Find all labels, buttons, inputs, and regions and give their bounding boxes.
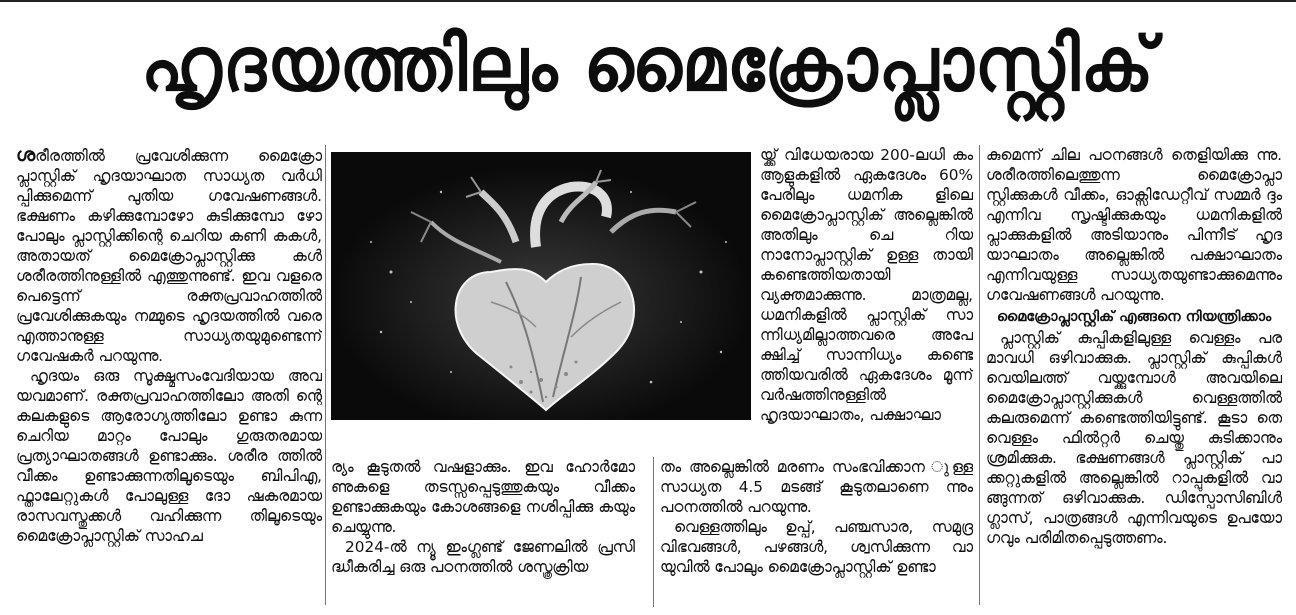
- article-column-2: [331, 457, 635, 607]
- paragraph: കുമെന്ന് ചില പഠനങ്ങൾ തെളിയിക്കു ന്നു. ശരീരത്തിലെത്തുന്ന മൈക്രോപ്ലാ സ്റ്റിക്കുകൾ വീക്കം, ഓക്സിഡേറ്റീവ് സമ്മർ ദ്ദം എന്നിവ സൃഷ്ടിക്കുകയും ധമനികളിൽ പ്ലാക്കുകളിൽ അടിയാനും പിന്നീട് ഹൃദ യാഘാതം അല്ലെങ്കിൽ പക്ഷാഘാതം എന്നിവയുള്ള സാധ്യതയുണ്ടാക്കുമെന്നും ഗവേഷണങ്ങൾ പറയുന്നു.: [986, 146, 1282, 304]
- paragraph: വെള്ളത്തിലും ഉപ്പ്, പഞ്ചസാര, സമുദ്ര വിഭവങ്ങൾ, പഴങ്ങൾ, ശ്വസിക്കുന്ന വാ യുവിൽ പോലും മൈക്രോപ്ലാസ്റ്റിക് ഉണ്ടാ: [660, 518, 973, 576]
- heart-illustration-icon: [331, 152, 751, 420]
- subheading: മൈക്രോപ്ലാസ്റ്റിക് എങ്ങനെ നിയന്ത്രിക്കാം: [996, 309, 1272, 325]
- paragraph: ര്യം കൂടുതൽ വഷളാക്കും. ഇവ ഹോർമോ ണുകളെ തടസ്സപ്പെടുത്തുകയും വീക്കം ഉണ്ടാക്കുകയും കോശങ്ങളെ നശിപ്പിക്കു കയും ചെയ്യുന്നു.: [331, 458, 635, 536]
- paragraph: 2024-ൽ ന്യൂ ഇംഗ്ലണ്ട് ജേണലിൽ പ്രസി ദ്ധീകരിച്ച ഒരു പഠനത്തിൽ ശസ്ത്രക്രിയ: [331, 538, 635, 576]
- top-rule: [0, 0, 1296, 2]
- article-column-1: [16, 145, 322, 605]
- paragraph: [16, 145, 322, 366]
- column-divider: [325, 145, 326, 605]
- paragraph: പ്ലാസ്റ്റിക് കുപ്പികളിലുള്ള വെള്ളം പര മാവധി ഒഴിവാക്കുക. പ്ലാസ്റ്റിക് കുപ്പികൾ വെയിലത്ത് വയ്ക്കുമ്പോൾ അവയിലെ മൈക്രോപ്ലാസ്റ്റിക്കുകൾ വെള്ളത്തിൽ കലരുമെന്ന് കണ്ടെത്തിയിട്ടുണ്ട്. കൂടാ തെ വെള്ളം ഫിൽറ്റർ ചെയ്തു കുടിക്കാനും ശ്രമിക്കുക. ഭക്ഷണങ്ങൾ പ്ലാസ്റ്റിക് പാ ക്കറ്റുകളിൽ അല്ലെങ്കിൽ റാപ്പുകളിൽ വാ ങ്ങുന്നത് ഒഴിവാക്കുക. ഡിസ്പോസിബിൾ ഗ്ലാസ്, പാത്രങ്ങൾ എന്നിവയുടെ ഉപയോ ഗവും പരിമിതപ്പെടുത്തണം.: [986, 329, 1282, 547]
- column-divider: [979, 145, 980, 605]
- paragraph-text: രീരത്തിൽ പ്രവേശിക്കുന്ന മൈക്രോ പ്ലാസ്റ്റിക് ഹൃദയാഘാത സാധ്യത വർധി പ്പിക്കുമെന്ന് പുതിയ ഗവേഷണങ്ങൾ. ഭക്ഷണം കഴിക്കുമ്പോഴോ കുടിക്കുമ്പോ ഴോ പോലും പ്ലാസ്റ്റിക്കിന്റെ ചെറിയ കണി കകൾ, അതായത് മൈക്രോപ്ലാസ്റ്റിക്കു കൾ ശരീരത്തിനുള്ളിൽ എത്തുന്നുണ്ട്. ഇവ വളരെ പെട്ടെന്ന് രക്തപ്രവാഹത്തിൽ പ്രവേശിക്കുകയും നമ്മുടെ ഹൃദയത്തിൽ വരെ എത്താനുള്ള സാധ്യതയുമുണ്ടെന്ന് ഗവേഷകർ പറയുന്നു.: [16, 147, 322, 365]
- article-column-3: [660, 457, 973, 607]
- drop-cap: ശ: [16, 145, 36, 166]
- column-divider: [653, 457, 654, 607]
- paragraph: യ്ക്ക് വിധേയരായ 200-ലധി കം ആളുകളിൽ ഏകദേശം 60% പേരിലും ധമനിക ളിലെ മൈക്രോപ്ലാസ്റ്റിക് അല്ലെങ്കിൽ അതിലും ചെ റിയ നാനോപ്ലാസ്റ്റിക് ഉള്ള തായി കണ്ടെത്തിയതായി വ്യക്തമാക്കുന്നു. മാത്രമല്ല, ധമനികളിൽ പ്ലാസ്റ്റിക് സാ ന്നിധ്യമില്ലാത്തവരെ അപേ ക്ഷിച്ച് സാന്നിധ്യം കണ്ടെ ത്തിയവരിൽ ഏകദേശം മൂന്ന് വർഷത്തിനുള്ളിൽ ഹൃദയാഘാതം, പക്ഷാഘാ: [760, 146, 973, 424]
- paragraph: തം അല്ലെങ്കിൽ മരണം സംഭവിക്കാന ുള്ള സാധ്യത 4.5 മടങ്ങ് കൂടുതലാണെ ന്നും പഠനത്തിൽ പറയുന്നു.: [660, 458, 973, 516]
- headline: ഹൃദയത്തിലും മൈക്രോപ്ലാസ്റ്റിക്: [141, 19, 1155, 109]
- article-column-3-top: [760, 145, 973, 457]
- paragraph: ഹൃദയം ഒരു സൂക്ഷ്മസംവേദിയായ അവ യവമാണ്. രക്തപ്രവാഹത്തിലോ അതി ന്റെ കലകളുടെ ആരോഗ്യത്തിലോ ഉണ്ടാ കുന്ന ചെറിയ മാറ്റം പോലും ഗുരുതരമായ പ്രത്യാഘാതങ്ങൾ ഉണ്ടാക്കും. ശരീര ത്തിൽ വീക്കം ഉണ്ടാക്കുന്നതിലൂടെയും ബിപിഎ, ഫ്താലേറ്റുകൾ പോലുള്ള ദോ ഷകരമായ രാസവസ്തുക്കൾ വഹിക്കുന്ന തിലൂടെയും മൈക്രോപ്ലാസ്റ്റിക് സാഹച: [16, 367, 322, 545]
- article-column-4: [986, 145, 1282, 605]
- heart-illustration: [331, 152, 751, 420]
